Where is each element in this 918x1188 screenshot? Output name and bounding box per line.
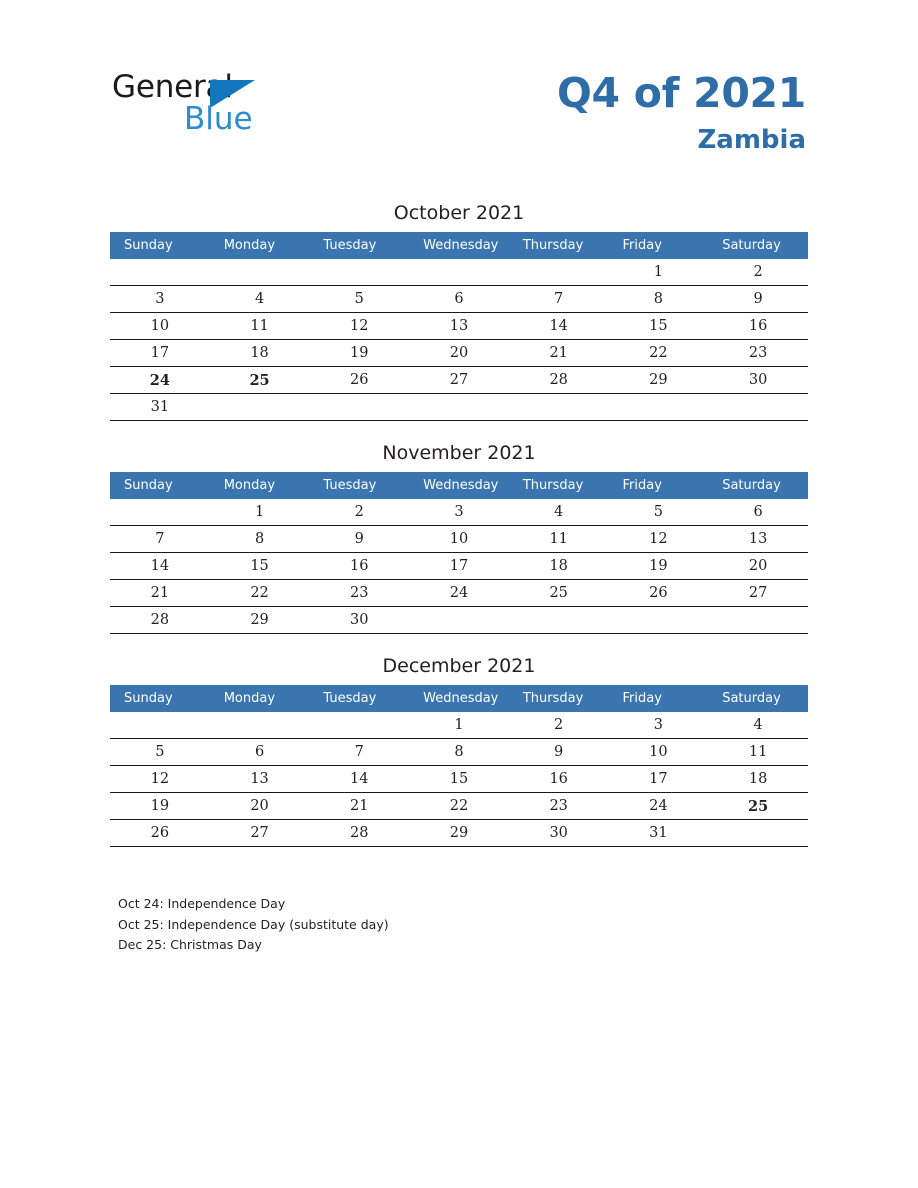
- day-cell[interactable]: 28: [110, 607, 210, 634]
- week-row: [110, 793, 808, 820]
- weekday-header-sunday: Sunday: [110, 685, 210, 712]
- day-cell[interactable]: 13: [708, 526, 808, 553]
- day-cell-empty: [409, 259, 509, 286]
- weekday-header-monday: Monday: [210, 472, 310, 499]
- day-cell[interactable]: 26: [309, 367, 409, 394]
- month-title: December 2021: [382, 655, 536, 677]
- day-cell-empty: [609, 394, 709, 421]
- week-row: [110, 607, 808, 634]
- day-cell[interactable]: 29: [409, 820, 509, 847]
- month-grid: [110, 472, 808, 634]
- day-cell[interactable]: 7: [110, 526, 210, 553]
- day-cell-holiday[interactable]: 24: [110, 367, 210, 394]
- day-cell[interactable]: 18: [708, 766, 808, 793]
- day-cell[interactable]: 25: [509, 580, 609, 607]
- weekday-header-row: [110, 685, 808, 712]
- weekday-header-sunday: Sunday: [110, 472, 210, 499]
- day-cell[interactable]: 14: [509, 313, 609, 340]
- day-cell-empty: [210, 394, 310, 421]
- day-cell[interactable]: 7: [509, 286, 609, 313]
- day-cell[interactable]: 10: [609, 739, 709, 766]
- holiday-legend-item: Oct 24: Independence Day: [118, 896, 286, 911]
- day-cell[interactable]: 29: [609, 367, 709, 394]
- day-cell[interactable]: 6: [409, 286, 509, 313]
- day-cell-empty: [509, 259, 609, 286]
- day-cell[interactable]: 4: [509, 499, 609, 526]
- day-cell-empty: [509, 607, 609, 634]
- weekday-header-row: [110, 472, 808, 499]
- weekday-header-saturday: Saturday: [708, 232, 808, 259]
- day-cell[interactable]: 26: [110, 820, 210, 847]
- day-cell[interactable]: 30: [509, 820, 609, 847]
- week-row: [110, 286, 808, 313]
- day-cell[interactable]: 17: [110, 340, 210, 367]
- weekday-header-monday: Monday: [210, 685, 310, 712]
- day-cell-empty: [309, 712, 409, 739]
- day-cell-empty: [309, 259, 409, 286]
- month-title: November 2021: [382, 442, 536, 464]
- week-row: [110, 340, 808, 367]
- day-cell[interactable]: 1: [409, 712, 509, 739]
- day-cell[interactable]: 27: [708, 580, 808, 607]
- day-cell[interactable]: 21: [309, 793, 409, 820]
- weekday-header-thursday: Thursday: [509, 232, 609, 259]
- page-header: [0, 0, 918, 156]
- day-cell[interactable]: 4: [210, 286, 310, 313]
- holiday-legend-item: Dec 25: Christmas Day: [118, 937, 262, 952]
- calendar-months: [110, 202, 808, 868]
- day-cell[interactable]: 2: [708, 259, 808, 286]
- day-cell-empty: [210, 712, 310, 739]
- day-cell[interactable]: 1: [609, 259, 709, 286]
- day-cell-holiday[interactable]: 25: [708, 793, 808, 820]
- day-cell[interactable]: 10: [409, 526, 509, 553]
- day-cell[interactable]: 27: [210, 820, 310, 847]
- day-cell[interactable]: 12: [609, 526, 709, 553]
- day-cell[interactable]: 26: [609, 580, 709, 607]
- day-cell[interactable]: 11: [210, 313, 310, 340]
- day-cell[interactable]: 10: [110, 313, 210, 340]
- weekday-header-friday: Friday: [609, 472, 709, 499]
- general-blue-logo: [112, 66, 342, 136]
- day-cell[interactable]: 15: [210, 553, 310, 580]
- day-cell[interactable]: 9: [509, 739, 609, 766]
- day-cell[interactable]: 20: [708, 553, 808, 580]
- day-cell[interactable]: 28: [509, 367, 609, 394]
- week-row: [110, 394, 808, 421]
- day-cell[interactable]: 18: [210, 340, 310, 367]
- weekday-header-friday: Friday: [609, 232, 709, 259]
- day-cell[interactable]: 24: [409, 580, 509, 607]
- day-cell[interactable]: 5: [309, 286, 409, 313]
- day-cell[interactable]: 22: [210, 580, 310, 607]
- day-cell[interactable]: 8: [609, 286, 709, 313]
- weekday-header-wednesday: Wednesday: [409, 232, 509, 259]
- day-cell[interactable]: 30: [309, 607, 409, 634]
- day-cell[interactable]: 19: [609, 553, 709, 580]
- day-cell[interactable]: 29: [210, 607, 310, 634]
- day-cell[interactable]: 17: [609, 766, 709, 793]
- day-cell[interactable]: 20: [409, 340, 509, 367]
- day-cell-empty: [110, 499, 210, 526]
- day-cell-empty: [708, 394, 808, 421]
- day-cell[interactable]: 11: [708, 739, 808, 766]
- weekday-header-saturday: Saturday: [708, 685, 808, 712]
- week-row: [110, 820, 808, 847]
- day-cell[interactable]: 9: [309, 526, 409, 553]
- month-title: October 2021: [393, 202, 525, 224]
- day-cell[interactable]: 27: [409, 367, 509, 394]
- title-block: [557, 70, 806, 156]
- weekday-header-monday: Monday: [210, 232, 310, 259]
- day-cell[interactable]: 11: [509, 526, 609, 553]
- day-cell-empty: [309, 394, 409, 421]
- week-row: [110, 499, 808, 526]
- week-row: [110, 712, 808, 739]
- day-cell[interactable]: 15: [409, 766, 509, 793]
- day-cell[interactable]: 2: [509, 712, 609, 739]
- weekday-header-thursday: Thursday: [509, 472, 609, 499]
- weekday-header-row: [110, 232, 808, 259]
- day-cell[interactable]: 4: [708, 712, 808, 739]
- day-cell[interactable]: 21: [110, 580, 210, 607]
- day-cell-holiday[interactable]: 25: [210, 367, 310, 394]
- week-row: [110, 259, 808, 286]
- week-row: [110, 526, 808, 553]
- day-cell-empty: [110, 259, 210, 286]
- week-row: [110, 367, 808, 394]
- day-cell[interactable]: 31: [609, 820, 709, 847]
- day-cell[interactable]: 16: [509, 766, 609, 793]
- day-cell[interactable]: 21: [509, 340, 609, 367]
- month-block: [110, 655, 808, 847]
- day-cell[interactable]: 5: [609, 499, 709, 526]
- weekday-header-tuesday: Tuesday: [309, 685, 409, 712]
- day-cell[interactable]: 2: [309, 499, 409, 526]
- month-grid: [110, 232, 808, 421]
- month-block: [110, 202, 808, 421]
- day-cell[interactable]: 3: [609, 712, 709, 739]
- day-cell[interactable]: 5: [110, 739, 210, 766]
- day-cell[interactable]: 3: [409, 499, 509, 526]
- day-cell[interactable]: 12: [110, 766, 210, 793]
- day-cell[interactable]: 1: [210, 499, 310, 526]
- page-title: Q4 of 2021: [556, 69, 806, 117]
- day-cell[interactable]: 12: [309, 313, 409, 340]
- weekday-header-saturday: Saturday: [708, 472, 808, 499]
- day-cell[interactable]: 15: [609, 313, 709, 340]
- holiday-legend: [118, 894, 389, 956]
- week-row: [110, 766, 808, 793]
- day-cell[interactable]: 9: [708, 286, 808, 313]
- week-row: [110, 739, 808, 766]
- month-grid: [110, 685, 808, 847]
- logo-general-text: General: [112, 69, 233, 105]
- day-cell-empty: [708, 820, 808, 847]
- day-cell[interactable]: 6: [210, 739, 310, 766]
- day-cell[interactable]: 28: [309, 820, 409, 847]
- day-cell[interactable]: 17: [409, 553, 509, 580]
- day-cell[interactable]: 14: [309, 766, 409, 793]
- week-row: [110, 580, 808, 607]
- weekday-header-wednesday: Wednesday: [409, 472, 509, 499]
- month-block: [110, 442, 808, 634]
- day-cell[interactable]: 24: [609, 793, 709, 820]
- weekday-header-tuesday: Tuesday: [309, 472, 409, 499]
- weekday-header-tuesday: Tuesday: [309, 232, 409, 259]
- weekday-header-friday: Friday: [609, 685, 709, 712]
- day-cell[interactable]: 16: [708, 313, 808, 340]
- holiday-legend-item: Oct 25: Independence Day (substitute day): [118, 916, 389, 932]
- day-cell[interactable]: 30: [708, 367, 808, 394]
- day-cell[interactable]: 23: [708, 340, 808, 367]
- day-cell[interactable]: 13: [210, 766, 310, 793]
- day-cell[interactable]: 6: [708, 499, 808, 526]
- day-cell[interactable]: 13: [409, 313, 509, 340]
- week-row: [110, 313, 808, 340]
- day-cell[interactable]: 23: [309, 580, 409, 607]
- week-row: [110, 553, 808, 580]
- day-cell[interactable]: 20: [210, 793, 310, 820]
- day-cell[interactable]: 8: [210, 526, 310, 553]
- day-cell[interactable]: 22: [409, 793, 509, 820]
- weekday-header-sunday: Sunday: [110, 232, 210, 259]
- page-subtitle: Zambia: [697, 125, 806, 156]
- day-cell-empty: [110, 712, 210, 739]
- day-cell-empty: [509, 394, 609, 421]
- logo-blue-text: Blue: [184, 101, 253, 137]
- weekday-header-wednesday: Wednesday: [409, 685, 509, 712]
- day-cell[interactable]: 23: [509, 793, 609, 820]
- day-cell[interactable]: 18: [509, 553, 609, 580]
- day-cell[interactable]: 19: [309, 340, 409, 367]
- day-cell-empty: [708, 607, 808, 634]
- day-cell-empty: [409, 607, 509, 634]
- day-cell[interactable]: 14: [110, 553, 210, 580]
- day-cell-empty: [210, 259, 310, 286]
- day-cell-empty: [609, 607, 709, 634]
- day-cell[interactable]: 19: [110, 793, 210, 820]
- day-cell[interactable]: 3: [110, 286, 210, 313]
- day-cell[interactable]: 22: [609, 340, 709, 367]
- weekday-header-thursday: Thursday: [509, 685, 609, 712]
- day-cell[interactable]: 31: [110, 394, 210, 421]
- day-cell[interactable]: 7: [309, 739, 409, 766]
- day-cell-empty: [409, 394, 509, 421]
- day-cell[interactable]: 16: [309, 553, 409, 580]
- day-cell[interactable]: 8: [409, 739, 509, 766]
